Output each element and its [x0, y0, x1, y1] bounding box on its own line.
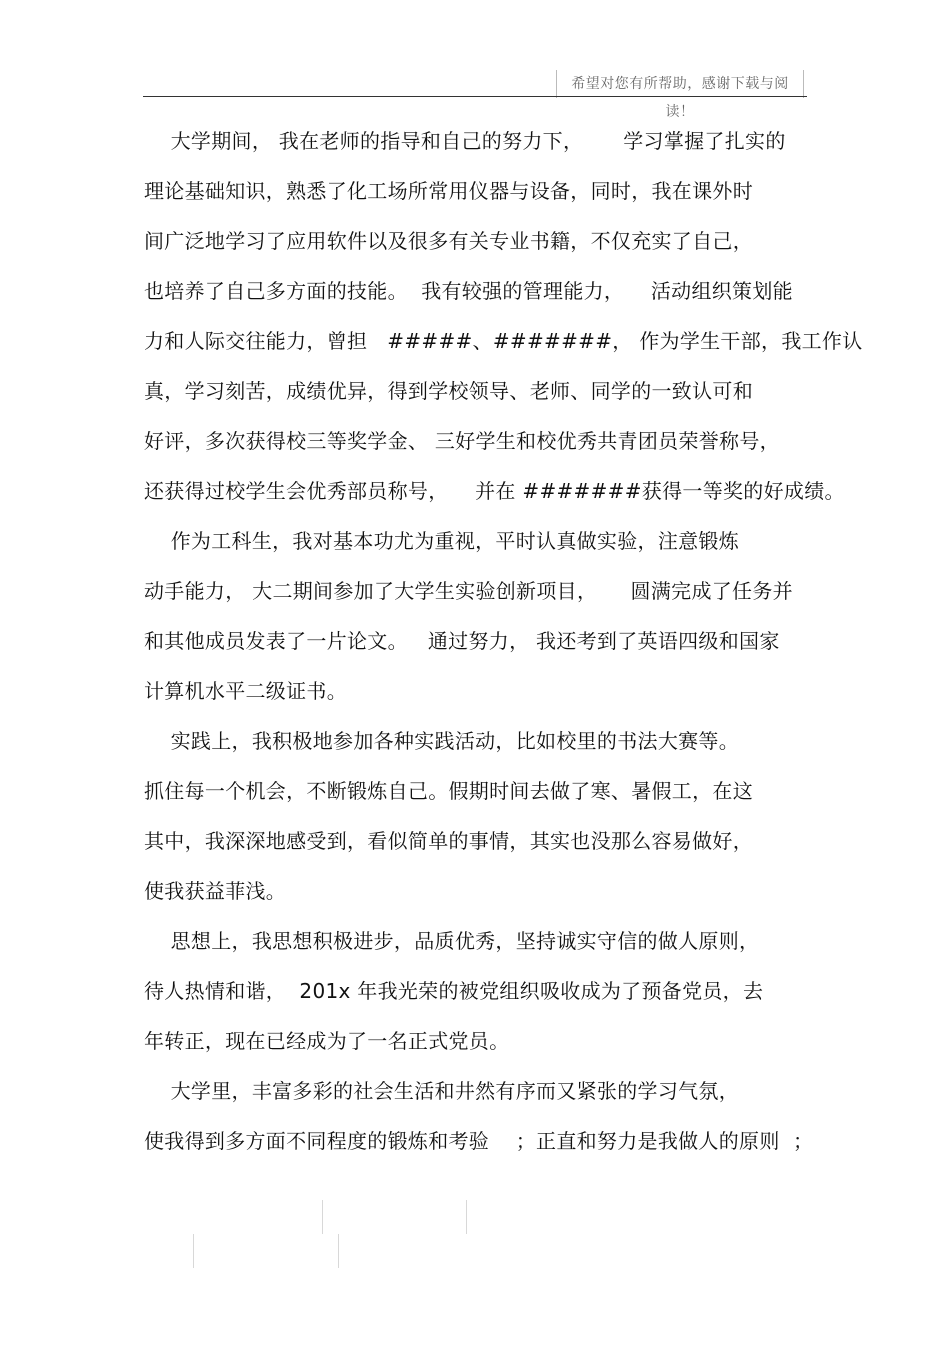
document-body [144, 118, 863, 1168]
text-line: 还获得过校学生会优秀部员称号， 并在 #######获得一等奖的好成绩。 [144, 479, 845, 503]
text-line: 抓住每一个机会，不断锻炼自己。假期时间去做了寒、暑假工，在这 [144, 779, 753, 803]
text-line: 力和人际交往能力，曾担 #####、#######， 作为学生干部，我工作认 [144, 329, 863, 353]
text-line: 真，学习刻苦，成绩优异，得到学校领导、老师、同学的一致认可和 [144, 379, 753, 403]
text-line: 年转正，现在已经成为了一名正式党员。 [144, 1029, 510, 1053]
text-line: 待人热情和谐， 201x 年我光荣的被党组织吸收成为了预备党员，去 [144, 979, 764, 1003]
text-line: 实践上，我积极地参加各种实践活动，比如校里的书法大赛等。 [144, 729, 740, 753]
text-line: 理论基础知识，熟悉了化工场所常用仪器与设备，同时，我在课外时 [144, 179, 753, 203]
text-line: 使我得到多方面不同程度的锻炼和考验 ；正直和努力是我做人的原则 ； [144, 1129, 814, 1153]
scan-artifact-line [193, 1234, 194, 1268]
text-line: 其中，我深深地感受到，看似简单的事情，其实也没那么容易做好， [144, 829, 753, 853]
text-line: 大学期间， 我在老师的指导和自己的努力下， 学习掌握了扎实的 [144, 129, 786, 153]
text-line: 作为工科生，我对基本功尤为重视，平时认真做实验，注意锻炼 [144, 529, 740, 553]
header-rule [143, 96, 807, 97]
text-line: 也培养了自己多方面的技能。 我有较强的管理能力， 活动组织策划能 [144, 279, 793, 303]
text-line: 使我获益菲浅。 [144, 879, 287, 903]
text-line: 和其他成员发表了一片论文。 通过努力， 我还考到了英语四级和国家 [144, 629, 780, 653]
text-line: 好评，多次获得校三等奖学金、 三好学生和校优秀共青团员荣誉称号， [144, 429, 780, 453]
text-line: 动手能力， 大二期间参加了大学生实验创新项目， 圆满完成了任务并 [144, 579, 793, 603]
text-line: 大学里，丰富多彩的社会生活和井然有序而又紧张的学习气氛， [144, 1079, 740, 1103]
scan-artifact-line [466, 1200, 467, 1234]
text-line: 思想上，我思想积极进步，品质优秀，坚持诚实守信的做人原则， [144, 929, 760, 953]
header-note: 希望对您有所帮助，感谢下载与阅读！ [556, 70, 804, 98]
text-line: 计算机水平二级证书。 [144, 679, 347, 703]
scan-artifact-line [322, 1200, 323, 1234]
text-line: 间广泛地学习了应用软件以及很多有关专业书籍，不仅充实了自己， [144, 229, 753, 253]
scan-artifact-line [338, 1234, 339, 1268]
